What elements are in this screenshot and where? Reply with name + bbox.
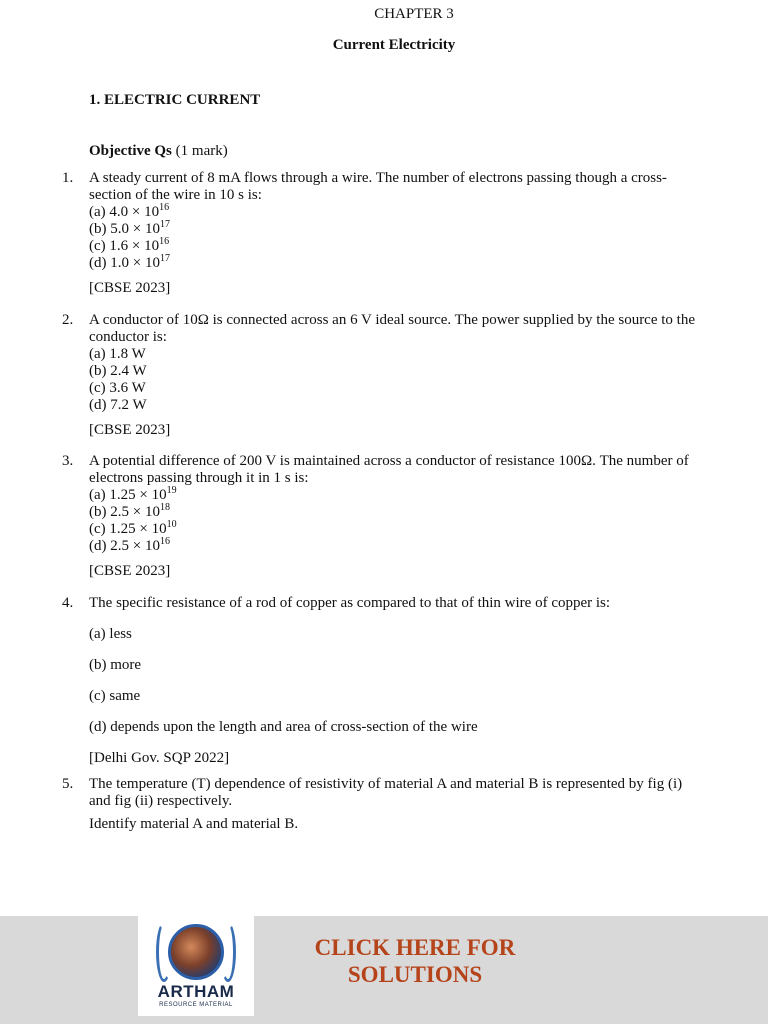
option-b: (b) 2.4 W bbox=[89, 363, 147, 379]
objective-heading bbox=[89, 143, 228, 160]
chapter-label: CHAPTER 3 bbox=[374, 6, 454, 22]
logo-text: ARTHAM bbox=[157, 982, 235, 1001]
page-title: Current Electricity bbox=[332, 37, 456, 53]
artham-logo bbox=[138, 916, 254, 1016]
option-b: (b) $5.0 \times 10^{17}$ bbox=[89, 219, 170, 237]
question-4 bbox=[62, 595, 702, 767]
question-5 bbox=[62, 776, 702, 833]
option-d: (d) $2.5 \times 10^{16}$ bbox=[89, 536, 170, 554]
solutions-link[interactable]: CLICK HERE FOR SOLUTIONS bbox=[314, 935, 516, 987]
question-source: [CBSE 2023] bbox=[89, 280, 171, 296]
question-extra: Identify material A and material B. bbox=[89, 816, 299, 832]
option-a: (a) less bbox=[89, 626, 132, 642]
option-d: (d) depends upon the length and area of cross-section of the wire bbox=[89, 719, 478, 735]
option-c: (c) same bbox=[89, 688, 141, 704]
question-number: 3. bbox=[62, 453, 74, 469]
question-number: 5. bbox=[62, 776, 74, 792]
question-text: A potential difference of 200 V is maintained across a conductor of resistance 100Ω. The number of electrons passing through it in 1 s is: bbox=[89, 453, 689, 486]
option-b: (b) more bbox=[89, 657, 142, 673]
logo-subtext: RESOURCE MATERIAL bbox=[159, 1002, 233, 1008]
question-text: A conductor of 10Ω is connected across an 6 V ideal source. The power supplied by the source to the conductor is: bbox=[89, 312, 695, 345]
question-source: [Delhi Gov. SQP 2022] bbox=[89, 750, 230, 766]
option-a: (a) 1.8 W bbox=[89, 346, 146, 362]
option-d: (d) 7.2 W bbox=[89, 397, 147, 413]
question-text: The temperature (T) dependence of resistivity of material A and material B is represented by fig (i) and fig (ii) respectively. bbox=[89, 776, 683, 809]
question-text: The specific resistance of a rod of copper as compared to that of thin wire of copper is: bbox=[89, 595, 611, 611]
option-c: (c) $1.6 \times 10^{16}$ bbox=[89, 236, 170, 254]
option-c: (c) 3.6 W bbox=[89, 380, 146, 396]
question-number: 4. bbox=[62, 595, 74, 611]
objective-label: Objective Qs bbox=[89, 143, 172, 159]
question-1 bbox=[62, 170, 702, 297]
logo-emblem-icon bbox=[168, 924, 224, 980]
question-source: [CBSE 2023] bbox=[89, 563, 171, 579]
question-number: 1. bbox=[62, 170, 74, 186]
option-a: (a) $1.25 \times 10^{19}$ bbox=[89, 485, 177, 503]
question-number: 2. bbox=[62, 312, 74, 328]
question-2 bbox=[62, 312, 702, 439]
option-a: (a) $4.0 \times 10^{16}$ bbox=[89, 202, 170, 220]
section-heading: 1. ELECTRIC CURRENT bbox=[89, 92, 261, 108]
option-b: (b) $2.5 \times 10^{18}$ bbox=[89, 502, 170, 520]
option-c: (c) $1.25 \times 10^{10}$ bbox=[89, 519, 177, 537]
objective-marks: (1 mark) bbox=[175, 143, 228, 159]
question-3 bbox=[62, 453, 702, 580]
question-text: A steady current of 8 mA flows through a wire. The number of electrons passing though a cross-section of the wire in 10 s is: bbox=[89, 170, 667, 203]
question-source: [CBSE 2023] bbox=[89, 422, 171, 438]
option-d: (d) $1.0 \times 10^{17}$ bbox=[89, 253, 170, 271]
